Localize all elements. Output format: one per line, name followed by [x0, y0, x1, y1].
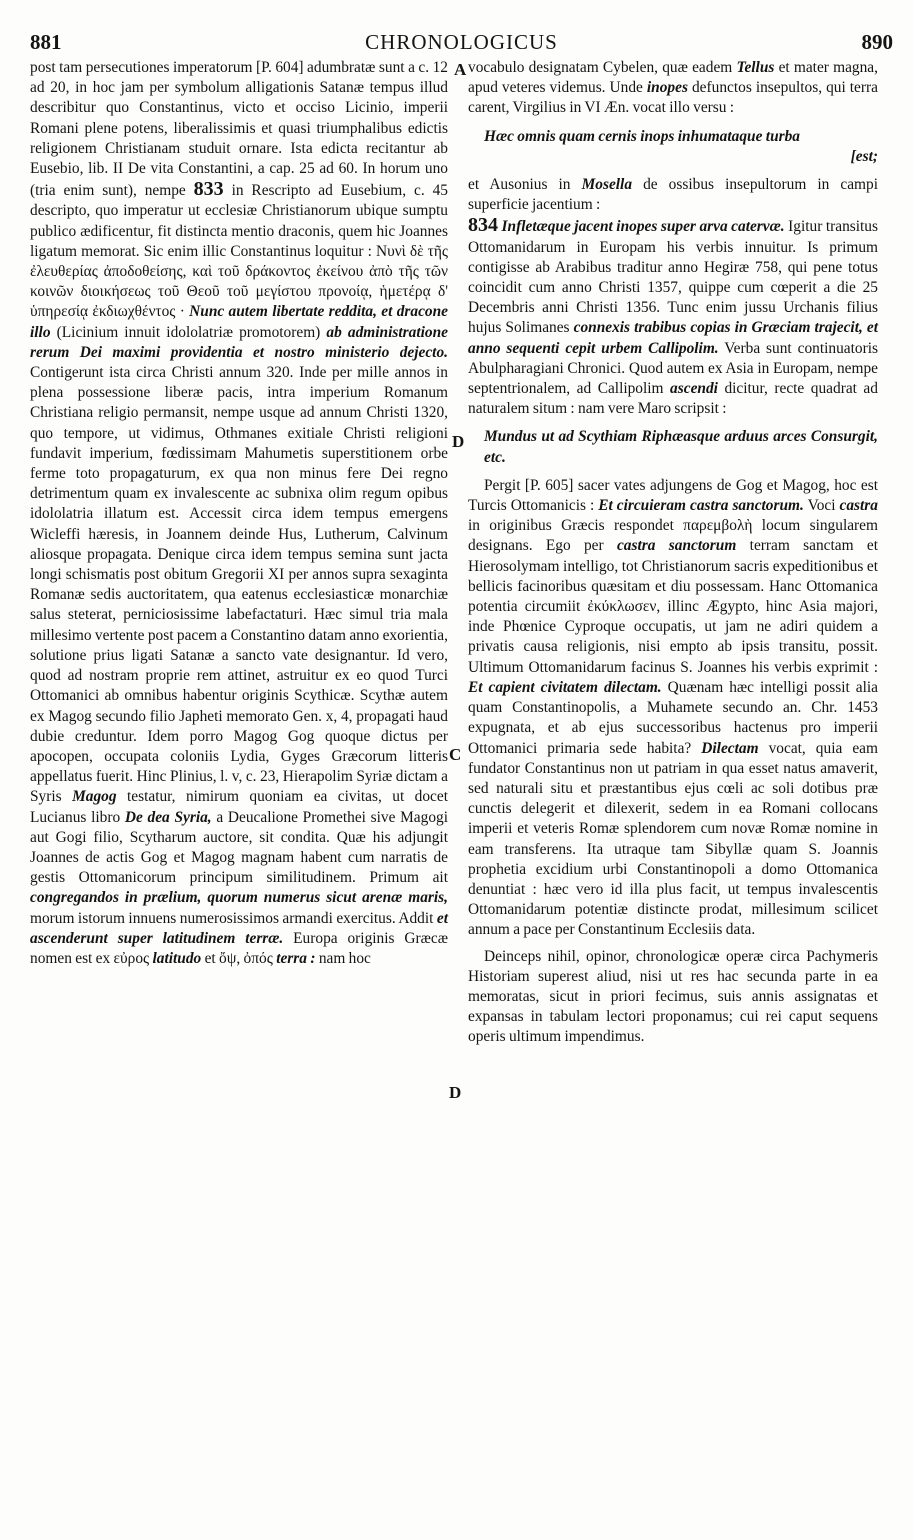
- right-paragraph-3: 834 Infletæque jacent inopes super arva catervæ. Igitur transitus Ottomanidarum in Europam his verbis innuitur. Is primum contigisse ab Arabibus traditur anno Hegiræ 758, qui pene totus coincidit cum anno Christi 1357, quippe cum cœperit a die 25 Decembris anni Christi 1356. Tunc enim jussu Urchanis filius hujus Solimanes connexis trabibus copias in Græciam trajecit, et anno sequenti cepit urbem Callipolim. Verba sunt continuatoris Abulpharagiani Chronici. Quod autem ex Asia in Europam, nempe septentrionalem, ad Callipolim ascendi dicitur, recte quadrat ad naturalem situm : nam vere Maro scripsit :: [468, 214, 878, 418]
- verse-virgil: Hæc omnis quam cernis inops inhumataque turba: [484, 127, 801, 145]
- margin-letter-d-lower: D: [449, 1083, 462, 1102]
- left-column: [30, 58, 448, 969]
- right-paragraph-5: Deinceps nihil, opinor, chronologicæ operæ circa Pachymeris Historiam superest aliud, nisi ut res hac secunda parte in ea memoratas, sicut in priori fecimus, suis annis assignatas et expansas in tabulam lectori proponamus; cui rei caput sequens operis ultimum impendimus.: [468, 947, 878, 1046]
- left-paragraph: post tam persecutiones imperatorum [P. 604] adumbratæ sunt a c. 12 ad 20, in hoc jam per symbolum alligationis Satanæ tempus illud describitur quo Constantinus, victo et occiso Licinio, imperii Romani plene potens, liberalissimis et quasi triumphalibus edictis religionem Christianam studuit ornare. Ista edicta recitantur ab Eusebio, lib. II De vita Constantini, a cap. 25 ad 60. In horum uno (tria enim sunt), nempe 833 in Rescripto ad Eusebium, c. 45 descripto, quo imperatur ut ecclesiæ Christianorum ubique sumptu publico ædificentur, fit distincta mentio draconis, quem hic Joannes ligatum memorat. Sic enim illic Constantinus loquitur : Νυνὶ δὲ τῆς ἐλευθερίας ἀποδοθείσης, καὶ τοῦ δράκοντος ἐκείνου ἀπὸ τῆς τῶν κοινῶν διοικήσεως τοῦ Θεοῦ τοῦ μεγίστου προνοίᾳ, ἡμετέρᾳ δ' ὑπηρεσίᾳ ἐκδιωχθέντος · Nunc autem libertate reddita, et dracone illo (Licinium innuit idololatriæ promotorem) ab administratione rerum Dei maximi providentia et nostro ministerio dejecto. Contigerunt ista circa Christi annum 320. Inde per mille annos in plena possessione liberæ pacis, intra imperium Romanum Christiana religio permansit, nempe usque ad annum Christi 1320, quo tempore, ut vidimus, Othmanes exitiale Christi religioni fundavit imperium, fœdissimam Mahumetis superstitionem orbe ferme toto propagaturum, ex qua non minus fere Dei regno detrimentum quam ex invalescente ac subnixa olim regum opibus idololatria illatum est. Accessit circa idem tempus emergens Wicleffi hæresis, in Joannem deinde Hus, Lutherum, Calvinum aliosque propagata. Denique circa idem tempus semina sunt jacta longi schismatis post obitum Gregorii XI per annos supra sexaginta Romanæ sedis auctoritatem, qua eatenus ecclesiasticæ monarchiæ salus steterat, perniciosissime labefactaturi. Hæc simul tria mala millesimo vertente post pacem a Constantino datam anno exorientia, solutione prius ligati Satanæ a sancto vate designantur. Id vero, quod ad nostram proprie rem attinet, astruitur ex eo quod Turci Ottomanici ab omnibus habentur originis Scythicæ. Scythæ autem ex Magog secundo filio Japheti memorato Gen. x, 4, propagati haud dubie creduntur. Idem porro Magog Gog quoque dictus per apocopen, occupata coloniis Lydia, Gyges Græcorum litteris appellatus fuerit. Hinc Plinius, l. v, c. 23, Hierapolim Syriæ dictam a Syris Magog testatur, nimirum quoniam ea civitas, ut docet Lucianus libro De dea Syria, a Deucalione Promethei sive Magogi aut Gogi filio, Scytharum auctore, sit condita. Quæ his adjungit Joannes de actis Gog et Magog magnam habent cum narratis de gestis Ottomanicorum principum similitudinem. Primum ait congregandos in prælium, quorum numerus sicut arenæ maris, morum istorum innuens numerosissimos armandi exercitus. Addit et ascenderunt super latitudinem terræ. Europa originis Græcæ nomen est ex εὐρος latitudo et ὄψ, ὀπός terra : nam hoc: [30, 59, 448, 967]
- running-header: [30, 30, 893, 58]
- section-number-833: 833: [193, 178, 224, 201]
- running-title: CHRONOLOGICUS: [365, 30, 558, 54]
- verse-maro: Mundus ut ad Scythiam Riphæasque arduus arces Consurgit, etc.: [484, 428, 878, 466]
- margin-letter-c: C: [449, 745, 462, 764]
- right-page-number: 890: [861, 30, 893, 54]
- right-paragraph-2: et Ausonius in Mosella de ossibus insepultorum in campi superficie jacentium :: [468, 176, 878, 214]
- margin-letter-a: A: [454, 60, 467, 79]
- section-number-834: 834: [468, 214, 498, 237]
- margin-letter-d: D: [452, 432, 465, 451]
- right-column: [468, 58, 878, 1048]
- left-page-number: 881: [30, 30, 62, 54]
- verse-virgil-end: [est;: [850, 147, 878, 165]
- right-paragraph-1: vocabulo designatam Cybelen, quæ eadem Tellus et mater magna, apud veteres videmus. Unde inopes defunctos insepultos, qui terra carent, Virgilius in VI Æn. vocat illo versu :: [468, 59, 878, 117]
- right-paragraph-4: Pergit [P. 605] sacer vates adjungens de Gog et Magog, hoc est Turcis Ottomanicis : Et circuieram castra sanctorum. Voci castra in originibus Græcis respondet παρεμβολὴ locum singularem designans. Ego per castra sanctorum terram sanctam et Hierosolymam intelligo, tot Christianorum sacris expeditionibus et bellicis facinoribus quæsitam et diu possessam. Hanc Ottomanica potentia circumiit ἐκύκλωσεν, illinc Ægypto, hinc Asia majori, inde Phœnice Cyproque occupatis, ut jam ne adiri quidem a privatis causa religionis, nisi empto ab ipsis transitu, possit. Ultimum Ottomanidarum facinus S. Joannes his verbis exprimit : Et capient civitatem dilectam. Quænam hæc intelligi possit alia quam Constantinopolis, a Muhamete secundo an. Chr. 1453 expugnata, et ab ejus successoribus hactenus pro imperii Ottomanici primaria sede habita? Dilectam vocat, quia eam fundator Constantinus non ut patriam in qua esset natus amaverit, sed naturali situ et præstantibus ejus cœli ac soli dotibus præ cunctis delegerit et dilexerit, sedem in ea Romani collocans imperii et veteris Romæ splendorem cum novæ Romæ nomine in eam transferens. Ita utraque tam Sibyllæ quam S. Joannis prophetia excidium urbi Constantinopoli a domo Ottomanica denuntiat : hæc vero id illa plus facit, ut tempus invalescentis Ottomanidarum potentiæ distincte prodat, millesimum scilicet annum a pace per Constantinum Ecclesiis data.: [468, 476, 879, 939]
